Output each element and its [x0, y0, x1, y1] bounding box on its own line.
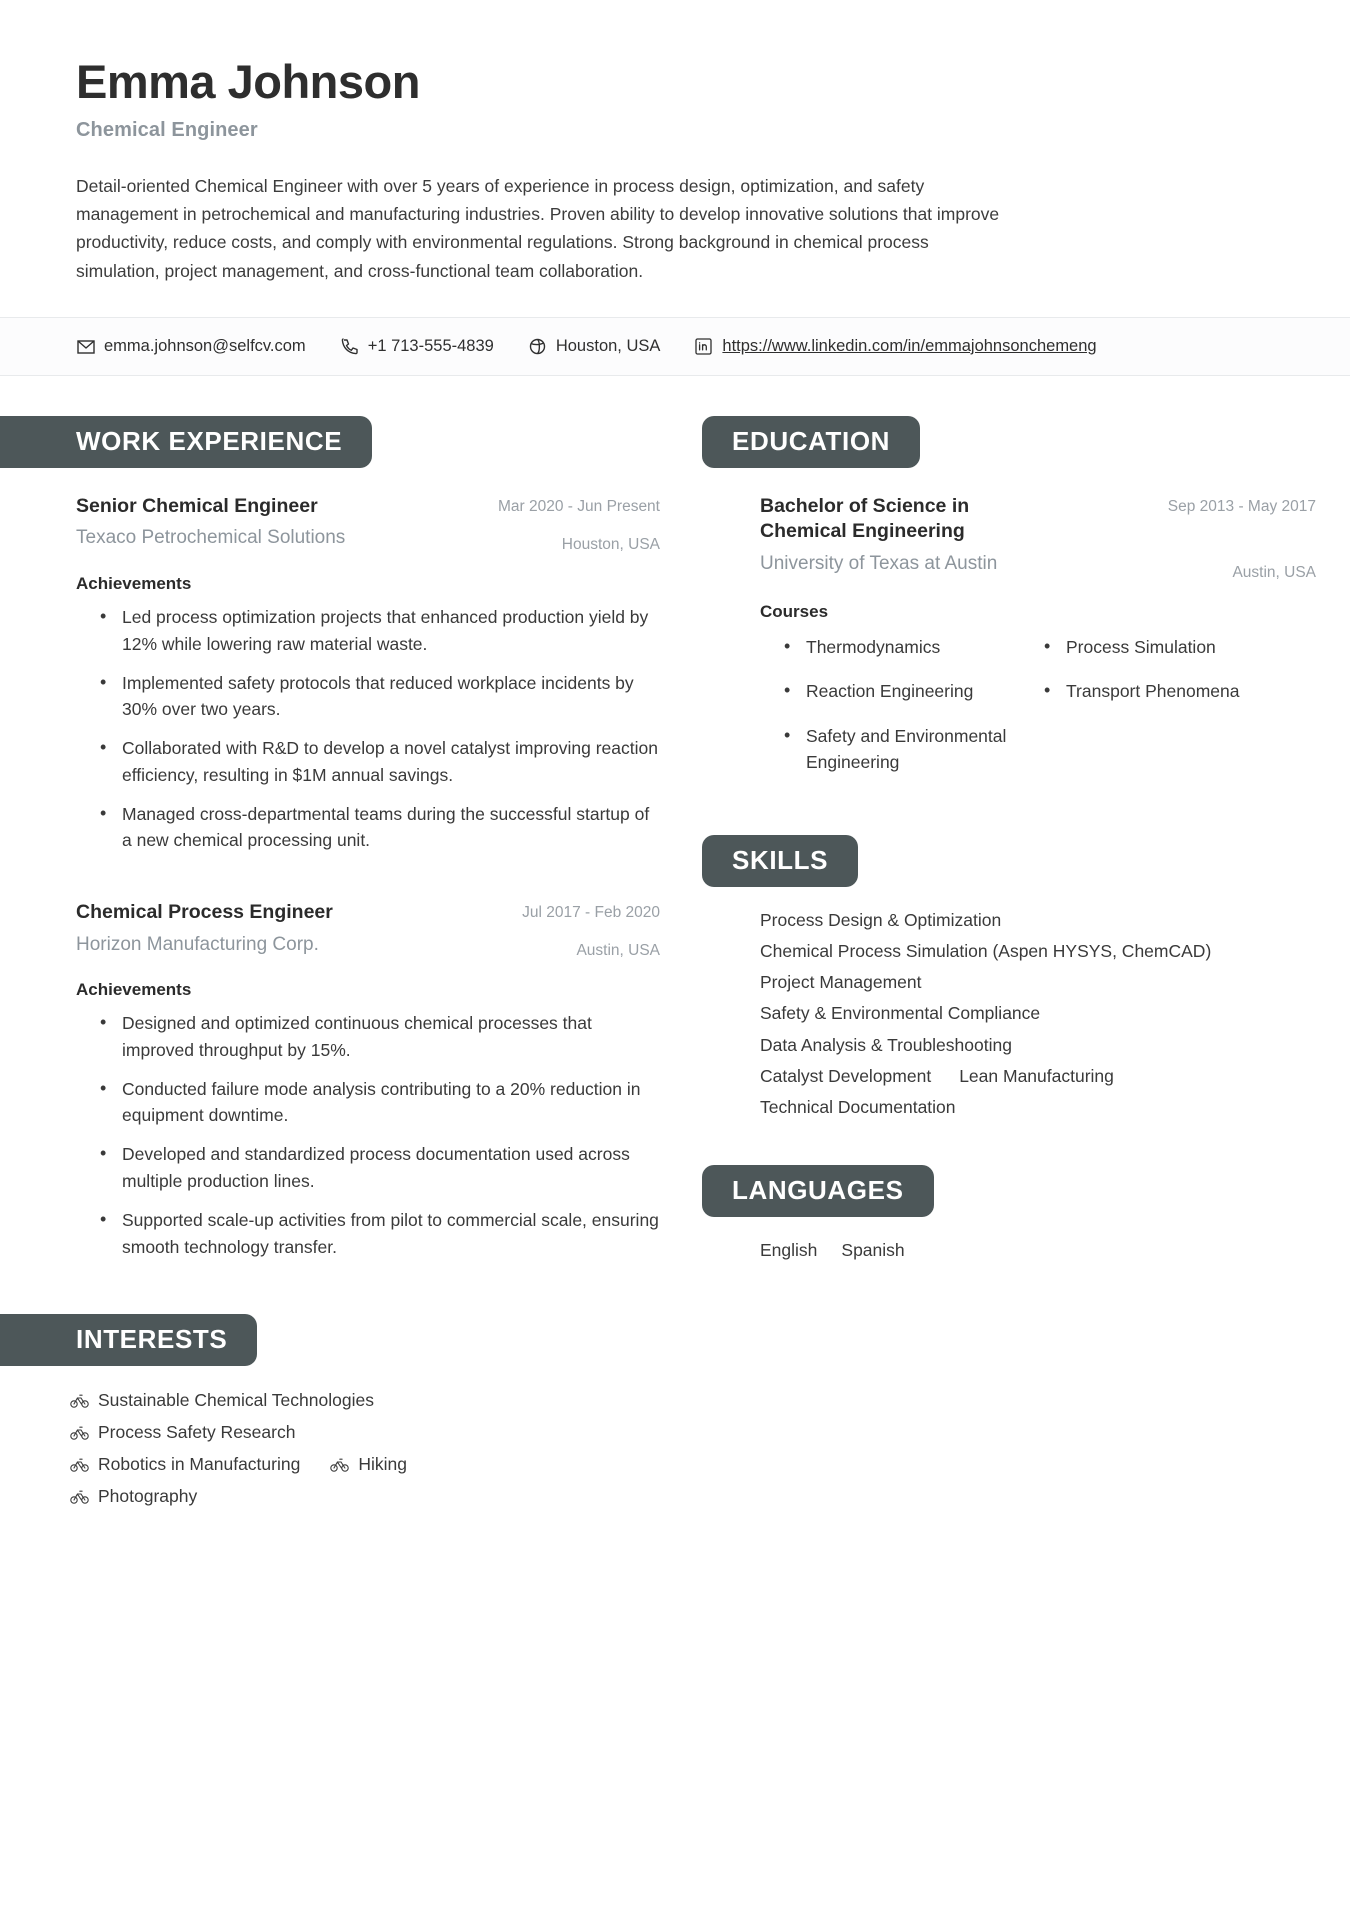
achievement-item: • Designed and optimized continuous chemical processes that improved throughput by 15%.: [122, 1010, 660, 1064]
work-organization: Horizon Manufacturing Corp.: [76, 933, 319, 955]
work-location: Austin, USA: [576, 942, 660, 960]
section-header-skills: [700, 835, 1350, 887]
section-header-languages: [700, 1165, 1350, 1217]
education-location: Austin, USA: [1232, 564, 1316, 582]
bicycle-icon: [70, 1489, 89, 1504]
course-item: • Process Simulation: [1066, 634, 1316, 660]
education-date: Sep 2013 - May 2017: [1167, 498, 1316, 516]
interest-item: [70, 1448, 300, 1480]
skill-item: Chemical Process Simulation (Aspen HYSYS, ChemCAD): [760, 941, 1212, 962]
interest-label: Hiking: [358, 1454, 407, 1475]
work-entry: [0, 900, 700, 1260]
interest-label: Photography: [98, 1486, 198, 1507]
section-header-work-experience: [0, 416, 700, 468]
achievements-label: Achievements: [76, 574, 192, 594]
achievement-item: • Led process optimization projects that enhanced production yield by 12% while lowering raw material waste.: [122, 604, 660, 658]
bicycle-icon: [70, 1425, 89, 1440]
skill-item: Lean Manufacturing: [959, 1065, 1114, 1086]
work-role: Chemical Process Engineer: [76, 901, 333, 924]
skill-item: Catalyst Development: [760, 1065, 932, 1086]
section-title-skills: SKILLS: [702, 835, 858, 887]
resume-body: [0, 416, 1350, 1512]
courses-list: [760, 634, 1316, 793]
course-item: • Thermodynamics: [806, 634, 1056, 660]
contact-email[interactable]: [76, 337, 306, 356]
achievements-list: [76, 1010, 660, 1260]
contact-location: [528, 337, 661, 356]
candidate-name: Emma Johnson: [76, 55, 420, 108]
contact-linkedin-text[interactable]: https://www.linkedin.com/in/emmajohnsonchemeng: [722, 337, 1097, 356]
skill-item: Process Design & Optimization: [760, 910, 1002, 931]
course-item: • Reaction Engineering: [806, 678, 1056, 704]
skill-item: Project Management: [760, 972, 922, 993]
contact-bar: [0, 317, 1350, 376]
achievement-item: • Supported scale-up activities from pilot to commercial scale, ensuring smooth technology transfer.: [122, 1207, 660, 1261]
education-institution: University of Texas at Austin: [760, 552, 998, 574]
work-date: Mar 2020 - Jun Present: [498, 498, 660, 516]
bicycle-icon: [330, 1457, 349, 1472]
achievements-label: Achievements: [76, 980, 192, 1000]
right-column: [700, 416, 1350, 1266]
interest-item: [70, 1416, 440, 1448]
courses-label: Courses: [760, 602, 829, 622]
course-item: • Safety and Environmental Engineering: [806, 723, 1056, 776]
contact-phone-text: +1 713-555-4839: [367, 337, 494, 356]
education-degree: Bachelor of Science in Chemical Engineering: [760, 495, 970, 543]
section-title-education: EDUCATION: [702, 416, 920, 468]
section-header-education: [700, 416, 1350, 468]
contact-linkedin[interactable]: [694, 337, 1096, 356]
language-item: Spanish: [841, 1240, 905, 1261]
work-location: Houston, USA: [561, 536, 660, 554]
contact-location-text: Houston, USA: [555, 337, 661, 356]
section-title-languages: LANGUAGES: [702, 1165, 934, 1217]
contact-phone[interactable]: [340, 337, 494, 356]
skill-item: Safety & Environmental Compliance: [760, 1003, 1041, 1024]
phone-icon: [340, 337, 359, 356]
professional-summary: Detail-oriented Chemical Engineer with over 5 years of experience in process design, optimization, and safety management in petrochemical and manufacturing industries. Proven ability to develop innovative solutions that improve productivity, reduce costs, and comply with environmental regulations. Strong background in chemical process simulation, project management, and cross-functional team collaboration.: [76, 175, 1000, 281]
section-title-interests: INTERESTS: [0, 1314, 257, 1366]
interest-label: Robotics in Manufacturing: [98, 1454, 301, 1475]
work-organization: Texaco Petrochemical Solutions: [76, 527, 346, 549]
skill-item: Technical Documentation: [760, 1096, 956, 1117]
interest-item: [70, 1480, 440, 1512]
left-column: [0, 416, 700, 1512]
interests-list: [0, 1384, 480, 1512]
achievement-item: • Developed and standardized process documentation used across multiple production lines.: [122, 1141, 660, 1195]
candidate-job-title: Chemical Engineer: [76, 118, 258, 141]
bicycle-icon: [70, 1457, 89, 1472]
interest-item: [330, 1448, 407, 1480]
envelope-icon: [76, 337, 95, 356]
resume-header: [0, 0, 1350, 285]
bicycle-icon: [70, 1393, 89, 1408]
interest-label: Process Safety Research: [98, 1422, 296, 1443]
linkedin-icon: [694, 337, 713, 356]
achievement-item: • Managed cross-departmental teams during the successful startup of a new chemical processing unit.: [122, 801, 660, 855]
work-entry: [0, 494, 700, 854]
achievements-list: [76, 604, 660, 854]
education-entry: [700, 494, 1350, 793]
section-title-work-experience: WORK EXPERIENCE: [0, 416, 372, 468]
skill-item: Data Analysis & Troubleshooting: [760, 1034, 1012, 1055]
contact-email-text: emma.johnson@selfcv.com: [104, 337, 306, 356]
achievement-item: • Collaborated with R&D to develop a novel catalyst improving reaction efficiency, resulting in $1M annual savings.: [122, 735, 660, 789]
interest-item: [70, 1384, 440, 1416]
work-role: Senior Chemical Engineer: [76, 495, 318, 518]
achievement-item: • Conducted failure mode analysis contributing to a 20% reduction in equipment downtime.: [122, 1076, 660, 1130]
interest-label: Sustainable Chemical Technologies: [98, 1390, 374, 1411]
skills-list: [700, 905, 1350, 1123]
languages-list: [700, 1235, 1350, 1266]
achievement-item: • Implemented safety protocols that reduced workplace incidents by 30% over two years.: [122, 670, 660, 724]
course-item: • Transport Phenomena: [1066, 678, 1316, 704]
work-date: Jul 2017 - Feb 2020: [522, 904, 660, 922]
section-header-interests: [0, 1314, 700, 1366]
language-item: English: [760, 1240, 818, 1261]
globe-pin-icon: [528, 337, 547, 356]
